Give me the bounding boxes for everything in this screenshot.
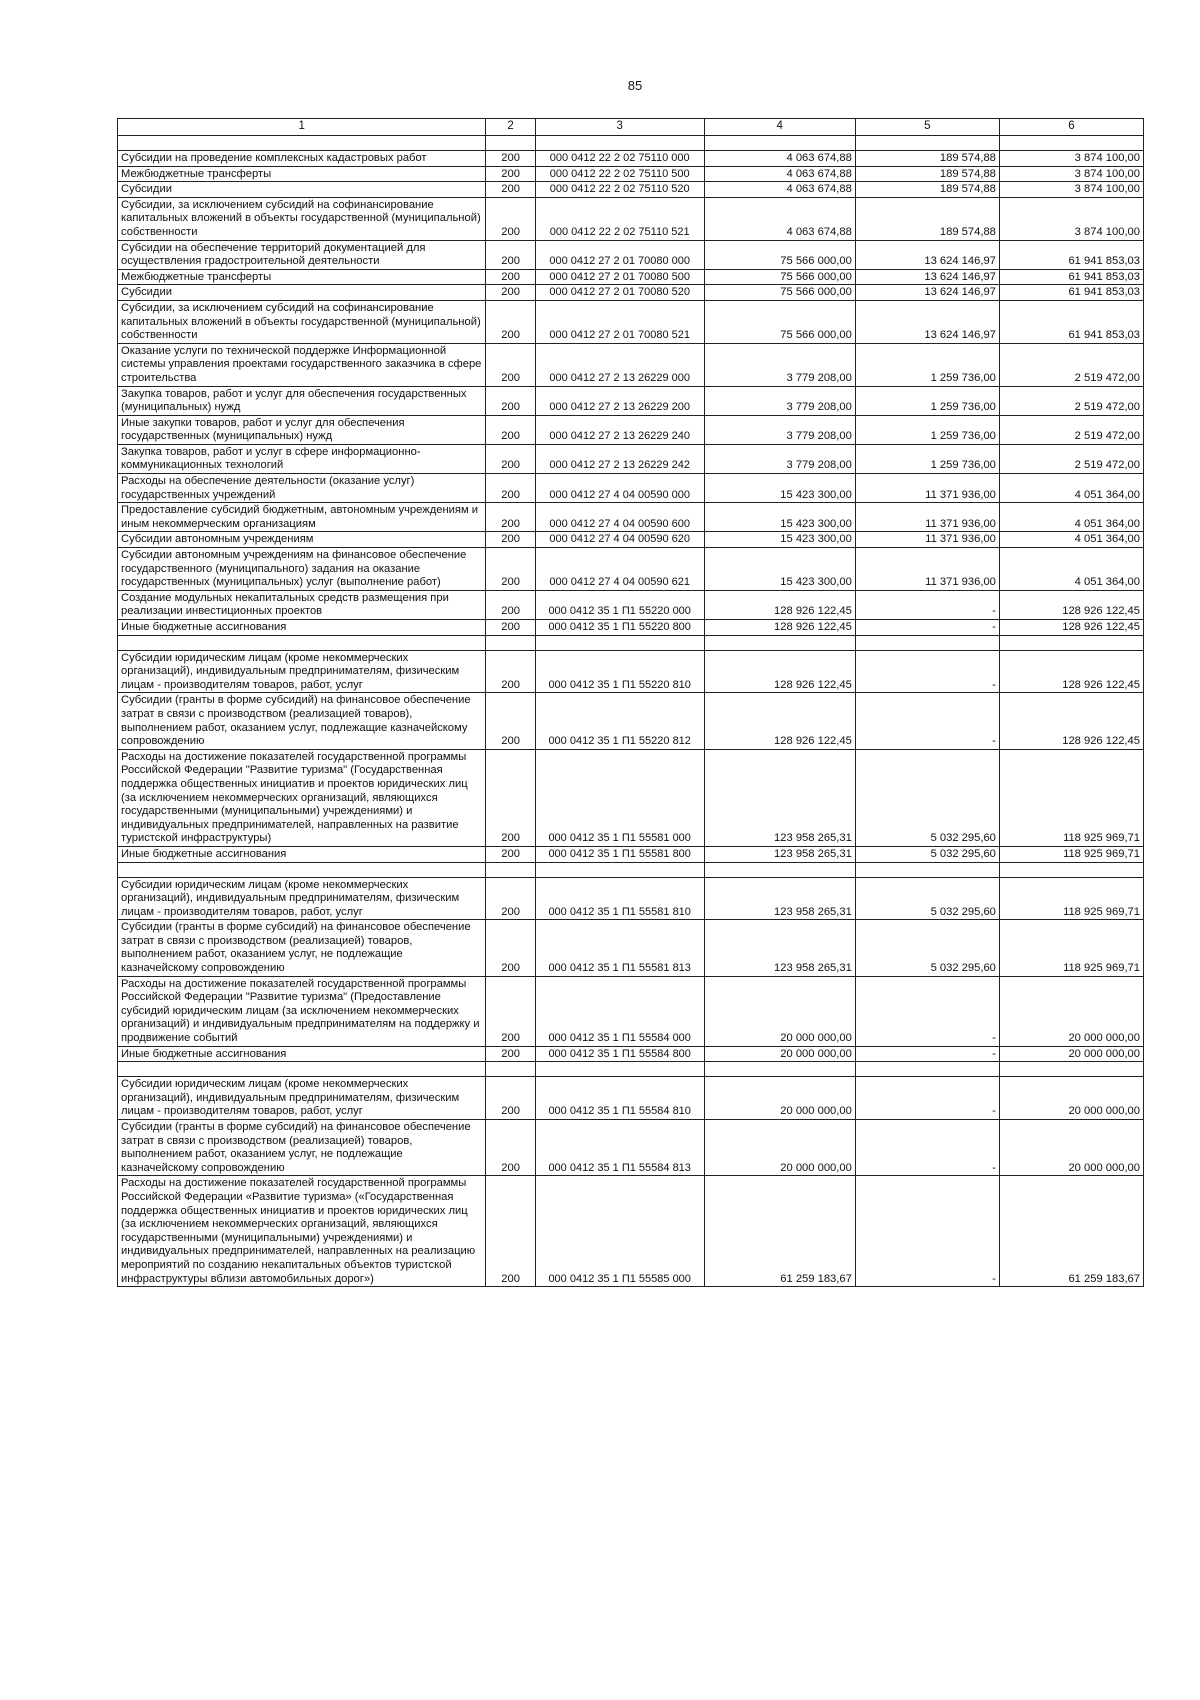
executed-amount-cell: - [855, 1120, 999, 1176]
classification-code-cell: 000 0412 35 1 П1 55581 800 [535, 846, 704, 862]
classification-code-cell: 000 0412 27 2 01 70080 520 [535, 285, 704, 301]
line-code-cell: 200 [486, 444, 535, 473]
line-code-cell: 200 [486, 269, 535, 285]
table-row [118, 300, 1144, 343]
line-code-cell: 200 [486, 620, 535, 636]
approved-amount-cell: 123 958 265,31 [704, 846, 855, 862]
table-row [118, 285, 1144, 301]
executed-amount-cell: 13 624 146,97 [855, 269, 999, 285]
approved-amount-cell: 20 000 000,00 [704, 976, 855, 1046]
executed-amount-cell: - [855, 976, 999, 1046]
executed-amount-cell: 1 259 736,00 [855, 343, 999, 386]
classification-code-cell: 000 0412 27 4 04 00590 620 [535, 532, 704, 548]
approved-amount-cell: 4 063 674,88 [704, 151, 855, 167]
classification-code-cell: 000 0412 35 1 П1 55584 813 [535, 1120, 704, 1176]
approved-amount-cell: 61 259 183,67 [704, 1176, 855, 1287]
approved-amount-cell: 4 063 674,88 [704, 197, 855, 240]
unexecuted-amount-cell: 61 941 853,03 [999, 240, 1143, 269]
line-code-cell: 200 [486, 590, 535, 619]
table-row [118, 920, 1144, 976]
approved-amount-cell: 75 566 000,00 [704, 285, 855, 301]
unexecuted-amount-cell: 4 051 364,00 [999, 532, 1143, 548]
executed-amount-cell: 11 371 936,00 [855, 474, 999, 503]
expense-name-cell: Субсидии юридическим лицам (кроме некоммерческих организаций), индивидуальным предпринимателям, физическим лицам - производителям товаров, работ, услуг [118, 650, 486, 693]
unexecuted-amount-cell: 128 926 122,45 [999, 620, 1143, 636]
executed-amount-cell: 11 371 936,00 [855, 548, 999, 591]
expense-name-cell: Создание модульных некапитальных средств размещения при реализации инвестиционных проектов [118, 590, 486, 619]
table-row [118, 548, 1144, 591]
table-row [118, 1077, 1144, 1120]
approved-amount-cell: 75 566 000,00 [704, 300, 855, 343]
table-row [118, 343, 1144, 386]
classification-code-cell: 000 0412 27 4 04 00590 621 [535, 548, 704, 591]
unexecuted-amount-cell: 2 519 472,00 [999, 343, 1143, 386]
table-row [118, 1046, 1144, 1062]
line-code-cell: 200 [486, 976, 535, 1046]
classification-code-cell: 000 0412 27 4 04 00590 600 [535, 503, 704, 532]
table-row [118, 240, 1144, 269]
approved-amount-cell: 3 779 208,00 [704, 386, 855, 415]
executed-amount-cell: - [855, 693, 999, 749]
expense-name-cell: Расходы на достижение показателей государственной программы Российской Федерации "Развитие туризма" (Государственная поддержка общественных инициатив и проектов юридических лиц (за исключением некоммерческих организаций, являющихся государственными (муниципальными) учреждениями) и индивидуальных предпринимателей, направленных на развитие туристской инфраструктуры) [118, 749, 486, 846]
approved-amount-cell: 4 063 674,88 [704, 166, 855, 182]
column-number-row [118, 119, 1144, 136]
expense-name-cell: Иные закупки товаров, работ и услуг для обеспечения государственных (муниципальных) нужд [118, 415, 486, 444]
line-code-cell: 200 [486, 650, 535, 693]
approved-amount-cell: 3 779 208,00 [704, 343, 855, 386]
line-code-cell: 200 [486, 343, 535, 386]
unexecuted-amount-cell: 2 519 472,00 [999, 444, 1143, 473]
line-code-cell: 200 [486, 920, 535, 976]
expense-name-cell: Межбюджетные трансферты [118, 166, 486, 182]
executed-amount-cell: - [855, 1077, 999, 1120]
line-code-cell: 200 [486, 846, 535, 862]
line-code-cell: 200 [486, 503, 535, 532]
line-code-cell: 200 [486, 415, 535, 444]
unexecuted-amount-cell: 61 941 853,03 [999, 285, 1143, 301]
line-code-cell: 200 [486, 1176, 535, 1287]
unexecuted-amount-cell: 61 941 853,03 [999, 269, 1143, 285]
classification-code-cell: 000 0412 35 1 П1 55584 800 [535, 1046, 704, 1062]
column-header: 6 [999, 119, 1143, 136]
executed-amount-cell: 189 574,88 [855, 182, 999, 198]
expense-name-cell: Расходы на достижение показателей государственной программы Российской Федерации «Развитие туризма» («Государственная поддержка общественных инициатив и проектов юридических лиц (за исключением некоммерческих организаций, являющихся государственными (муниципальными) учреждениями) и индивидуальных предпринимателей, направленных на реализацию мероприятий по созданию некапитальных объектов туристской инфраструктуры вблизи автомобильных дорог») [118, 1176, 486, 1287]
expense-name-cell: Закупка товаров, работ и услуг для обеспечения государственных (муниципальных) нужд [118, 386, 486, 415]
page-number: 85 [627, 78, 643, 93]
approved-amount-cell: 20 000 000,00 [704, 1120, 855, 1176]
line-code-cell: 200 [486, 197, 535, 240]
table-row [118, 444, 1144, 473]
classification-code-cell: 000 0412 35 1 П1 55220 812 [535, 693, 704, 749]
executed-amount-cell: 189 574,88 [855, 197, 999, 240]
spacer-row [118, 1062, 1144, 1077]
classification-code-cell: 000 0412 35 1 П1 55220 810 [535, 650, 704, 693]
table-row [118, 590, 1144, 619]
line-code-cell: 200 [486, 548, 535, 591]
unexecuted-amount-cell: 3 874 100,00 [999, 197, 1143, 240]
executed-amount-cell: 13 624 146,97 [855, 240, 999, 269]
expense-name-cell: Иные бюджетные ассигнования [118, 846, 486, 862]
expense-name-cell: Субсидии, за исключением субсидий на софинансирование капитальных вложений в объекты государственной (муниципальной) собственности [118, 197, 486, 240]
executed-amount-cell: - [855, 590, 999, 619]
classification-code-cell: 000 0412 22 2 02 75110 000 [535, 151, 704, 167]
approved-amount-cell: 15 423 300,00 [704, 548, 855, 591]
expense-name-cell: Расходы на обеспечение деятельности (оказание услуг) государственных учреждений [118, 474, 486, 503]
approved-amount-cell: 75 566 000,00 [704, 269, 855, 285]
approved-amount-cell: 3 779 208,00 [704, 415, 855, 444]
unexecuted-amount-cell: 4 051 364,00 [999, 503, 1143, 532]
expense-name-cell: Расходы на достижение показателей государственной программы Российской Федерации "Развитие туризма" (Предоставление субсидий юридическим лицам (за исключением некоммерческих организаций) и индивидуальным предпринимателям на поддержку и продвижение событий [118, 976, 486, 1046]
unexecuted-amount-cell: 20 000 000,00 [999, 976, 1143, 1046]
executed-amount-cell: 5 032 295,60 [855, 877, 999, 920]
executed-amount-cell: - [855, 1046, 999, 1062]
approved-amount-cell: 15 423 300,00 [704, 474, 855, 503]
expense-name-cell: Предоставление субсидий бюджетным, автономным учреждениям и иным некоммерческим организациям [118, 503, 486, 532]
expense-name-cell: Субсидии [118, 285, 486, 301]
line-code-cell: 200 [486, 1120, 535, 1176]
classification-code-cell: 000 0412 35 1 П1 55585 000 [535, 1176, 704, 1287]
table-row [118, 474, 1144, 503]
column-header: 2 [486, 119, 535, 136]
unexecuted-amount-cell: 2 519 472,00 [999, 415, 1143, 444]
classification-code-cell: 000 0412 27 2 01 70080 521 [535, 300, 704, 343]
unexecuted-amount-cell: 3 874 100,00 [999, 151, 1143, 167]
approved-amount-cell: 128 926 122,45 [704, 650, 855, 693]
expense-name-cell: Субсидии на обеспечение территорий документацией для осуществления градостроительной деятельности [118, 240, 486, 269]
table-row [118, 197, 1144, 240]
table-row [118, 151, 1144, 167]
table-row [118, 386, 1144, 415]
approved-amount-cell: 128 926 122,45 [704, 693, 855, 749]
unexecuted-amount-cell: 128 926 122,45 [999, 650, 1143, 693]
unexecuted-amount-cell: 118 925 969,71 [999, 920, 1143, 976]
unexecuted-amount-cell: 61 941 853,03 [999, 300, 1143, 343]
line-code-cell: 200 [486, 300, 535, 343]
executed-amount-cell: 189 574,88 [855, 166, 999, 182]
table-row [118, 532, 1144, 548]
unexecuted-amount-cell: 2 519 472,00 [999, 386, 1143, 415]
unexecuted-amount-cell: 128 926 122,45 [999, 590, 1143, 619]
executed-amount-cell: 13 624 146,97 [855, 285, 999, 301]
table-row [118, 182, 1144, 198]
line-code-cell: 200 [486, 693, 535, 749]
unexecuted-amount-cell: 118 925 969,71 [999, 749, 1143, 846]
executed-amount-cell: - [855, 1176, 999, 1287]
classification-code-cell: 000 0412 22 2 02 75110 520 [535, 182, 704, 198]
table-row [118, 650, 1144, 693]
expense-name-cell: Иные бюджетные ассигнования [118, 1046, 486, 1062]
table-row [118, 1176, 1144, 1287]
expense-name-cell: Иные бюджетные ассигнования [118, 620, 486, 636]
line-code-cell: 200 [486, 1046, 535, 1062]
unexecuted-amount-cell: 3 874 100,00 [999, 166, 1143, 182]
executed-amount-cell: 189 574,88 [855, 151, 999, 167]
classification-code-cell: 000 0412 35 1 П1 55220 800 [535, 620, 704, 636]
approved-amount-cell: 123 958 265,31 [704, 920, 855, 976]
line-code-cell: 200 [486, 474, 535, 503]
spacer-row [118, 862, 1144, 877]
classification-code-cell: 000 0412 27 2 13 26229 200 [535, 386, 704, 415]
classification-code-cell: 000 0412 35 1 П1 55220 000 [535, 590, 704, 619]
classification-code-cell: 000 0412 27 2 13 26229 242 [535, 444, 704, 473]
unexecuted-amount-cell: 118 925 969,71 [999, 877, 1143, 920]
expense-name-cell: Субсидии, за исключением субсидий на софинансирование капитальных вложений в объекты государственной (муниципальной) собственности [118, 300, 486, 343]
unexecuted-amount-cell: 3 874 100,00 [999, 182, 1143, 198]
line-code-cell: 200 [486, 166, 535, 182]
classification-code-cell: 000 0412 22 2 02 75110 521 [535, 197, 704, 240]
line-code-cell: 200 [486, 285, 535, 301]
table-row [118, 877, 1144, 920]
table-row [118, 749, 1144, 846]
table-row [118, 620, 1144, 636]
approved-amount-cell: 75 566 000,00 [704, 240, 855, 269]
expense-name-cell: Субсидии юридическим лицам (кроме некоммерческих организаций), индивидуальным предпринимателям, физическим лицам - производителям товаров, работ, услуг [118, 877, 486, 920]
executed-amount-cell: - [855, 620, 999, 636]
line-code-cell: 200 [486, 240, 535, 269]
approved-amount-cell: 3 779 208,00 [704, 444, 855, 473]
classification-code-cell: 000 0412 27 4 04 00590 000 [535, 474, 704, 503]
approved-amount-cell: 4 063 674,88 [704, 182, 855, 198]
expense-name-cell: Субсидии (гранты в форме субсидий) на финансовое обеспечение затрат в связи с производством (реализацией товаров), выполнением работ, оказанием услуг, подлежащие казначейскому сопровождению [118, 693, 486, 749]
approved-amount-cell: 20 000 000,00 [704, 1046, 855, 1062]
classification-code-cell: 000 0412 27 2 01 70080 000 [535, 240, 704, 269]
table-row [118, 693, 1144, 749]
line-code-cell: 200 [486, 877, 535, 920]
expense-name-cell: Субсидии на проведение комплексных кадастровых работ [118, 151, 486, 167]
expense-name-cell: Оказание услуги по технической поддержке Информационной системы управления проектами государственного заказчика в сфере строительства [118, 343, 486, 386]
classification-code-cell: 000 0412 35 1 П1 55584 810 [535, 1077, 704, 1120]
expense-name-cell: Субсидии юридическим лицам (кроме некоммерческих организаций), индивидуальным предпринимателям, физическим лицам - производителям товаров, работ, услуг [118, 1077, 486, 1120]
expense-name-cell: Межбюджетные трансферты [118, 269, 486, 285]
line-code-cell: 200 [486, 532, 535, 548]
unexecuted-amount-cell: 20 000 000,00 [999, 1077, 1143, 1120]
classification-code-cell: 000 0412 35 1 П1 55581 000 [535, 749, 704, 846]
approved-amount-cell: 20 000 000,00 [704, 1077, 855, 1120]
column-header: 5 [855, 119, 999, 136]
classification-code-cell: 000 0412 35 1 П1 55584 000 [535, 976, 704, 1046]
classification-code-cell: 000 0412 27 2 01 70080 500 [535, 269, 704, 285]
unexecuted-amount-cell: 128 926 122,45 [999, 693, 1143, 749]
spacer-row [118, 635, 1144, 650]
line-code-cell: 200 [486, 749, 535, 846]
table-row [118, 976, 1144, 1046]
unexecuted-amount-cell: 4 051 364,00 [999, 474, 1143, 503]
expense-name-cell: Субсидии (гранты в форме субсидий) на финансовое обеспечение затрат в связи с производством (реализацией) товаров, выполнением работ, оказанием услуг, не подлежащие казначейскому сопровождению [118, 1120, 486, 1176]
executed-amount-cell: 11 371 936,00 [855, 503, 999, 532]
executed-amount-cell: - [855, 650, 999, 693]
table-row [118, 1120, 1144, 1176]
classification-code-cell: 000 0412 27 2 13 26229 240 [535, 415, 704, 444]
expense-name-cell: Субсидии автономным учреждениям [118, 532, 486, 548]
expense-name-cell: Субсидии [118, 182, 486, 198]
column-header: 4 [704, 119, 855, 136]
classification-code-cell: 000 0412 27 2 13 26229 000 [535, 343, 704, 386]
approved-amount-cell: 123 958 265,31 [704, 749, 855, 846]
table-row [118, 503, 1144, 532]
executed-amount-cell: 5 032 295,60 [855, 920, 999, 976]
table-row [118, 166, 1144, 182]
expense-name-cell: Субсидии (гранты в форме субсидий) на финансовое обеспечение затрат в связи с производством (реализацией) товаров, выполнением работ, оказанием услуг, не подлежащие казначейскому сопровождению [118, 920, 486, 976]
executed-amount-cell: 11 371 936,00 [855, 532, 999, 548]
approved-amount-cell: 15 423 300,00 [704, 503, 855, 532]
table-row [118, 415, 1144, 444]
line-code-cell: 200 [486, 151, 535, 167]
budget-execution-table [117, 118, 1144, 1287]
classification-code-cell: 000 0412 35 1 П1 55581 813 [535, 920, 704, 976]
expense-name-cell: Субсидии автономным учреждениям на финансовое обеспечение государственного (муниципального) задания на оказание государственных (муниципальных) услуг (выполнение работ) [118, 548, 486, 591]
approved-amount-cell: 15 423 300,00 [704, 532, 855, 548]
executed-amount-cell: 1 259 736,00 [855, 415, 999, 444]
classification-code-cell: 000 0412 22 2 02 75110 500 [535, 166, 704, 182]
executed-amount-cell: 5 032 295,60 [855, 846, 999, 862]
unexecuted-amount-cell: 4 051 364,00 [999, 548, 1143, 591]
approved-amount-cell: 123 958 265,31 [704, 877, 855, 920]
column-header: 1 [118, 119, 486, 136]
classification-code-cell: 000 0412 35 1 П1 55581 810 [535, 877, 704, 920]
table-row [118, 846, 1144, 862]
executed-amount-cell: 5 032 295,60 [855, 749, 999, 846]
unexecuted-amount-cell: 118 925 969,71 [999, 846, 1143, 862]
column-header: 3 [535, 119, 704, 136]
line-code-cell: 200 [486, 182, 535, 198]
table-row [118, 269, 1144, 285]
line-code-cell: 200 [486, 386, 535, 415]
line-code-cell: 200 [486, 1077, 535, 1120]
approved-amount-cell: 128 926 122,45 [704, 620, 855, 636]
expense-name-cell: Закупка товаров, работ и услуг в сфере информационно-коммуникационных технологий [118, 444, 486, 473]
unexecuted-amount-cell: 20 000 000,00 [999, 1046, 1143, 1062]
unexecuted-amount-cell: 61 259 183,67 [999, 1176, 1143, 1287]
header-spacer-row [118, 136, 1144, 151]
table-body [118, 151, 1144, 1287]
executed-amount-cell: 1 259 736,00 [855, 386, 999, 415]
executed-amount-cell: 13 624 146,97 [855, 300, 999, 343]
executed-amount-cell: 1 259 736,00 [855, 444, 999, 473]
unexecuted-amount-cell: 20 000 000,00 [999, 1120, 1143, 1176]
approved-amount-cell: 128 926 122,45 [704, 590, 855, 619]
